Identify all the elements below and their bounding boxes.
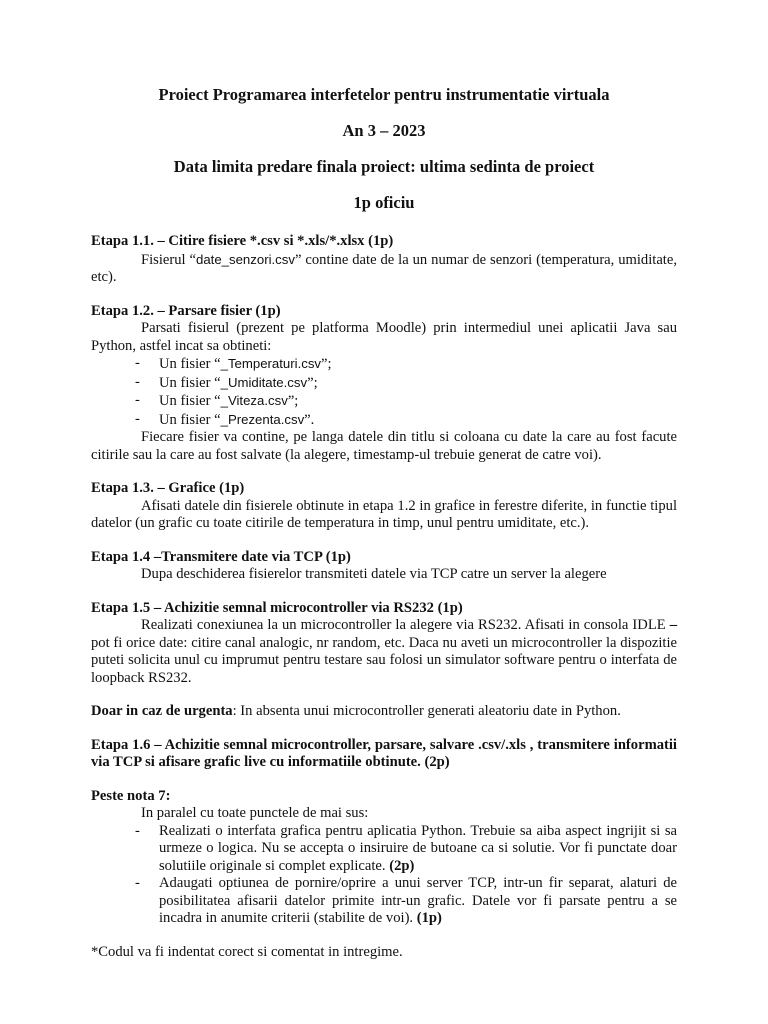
section-heading: Etapa 1.3. – Grafice (1p) xyxy=(91,480,245,496)
list-item xyxy=(91,355,677,374)
section-heading: Etapa 1.5 – Achizitie semnal microcontroller via RS232 (1p) xyxy=(91,599,463,616)
section-text xyxy=(91,617,677,687)
text-part: – xyxy=(669,617,677,633)
section-1-2 xyxy=(91,303,677,465)
section-text: Fiecare fisier va contine, pe langa datele din titlu si coloana cu date la care au fost facute citirile sau la care au fost salvate (la alegere, timestamp-ul trebuie generat de catre voi). xyxy=(91,429,677,463)
section-text xyxy=(91,251,677,287)
filename: _Temperaturi.csv xyxy=(220,356,322,371)
section-bonus xyxy=(91,788,677,928)
section-heading: Etapa 1.4 –Transmitere date via TCP (1p) xyxy=(91,548,351,565)
bonus-list xyxy=(91,823,677,928)
text-part: ”; xyxy=(287,393,299,409)
list-item xyxy=(91,374,677,393)
text-part: Realizati o interfata grafica pentru aplicatia Python. Trebuie sa aiba aspect ingrijit si sa urmeze o logica. Nu se accepta o insiruire de butoane ca si solutie. Vor fi punctate doar solutiile originale si complet explicate. xyxy=(159,822,677,874)
points-label: (2p) xyxy=(389,857,415,874)
section-1-1 xyxy=(91,233,677,287)
text-part: Un fisier “ xyxy=(159,356,221,372)
list-item xyxy=(91,823,677,876)
points-label: (1p) xyxy=(416,910,442,926)
text-part: Un fisier “ xyxy=(159,374,221,391)
text-part: Un fisier “ xyxy=(159,393,221,409)
list-item xyxy=(91,875,677,928)
doc-title: Proiect Programarea interfetelor pentru instrumentatie virtuala xyxy=(158,85,610,104)
text-part: Realizati conexiunea la un microcontroller la alegere via RS232. Afisati in consola IDLE xyxy=(141,617,670,633)
urgent-label: Doar in caz de urgenta xyxy=(91,703,233,719)
text-part: Adaugati optiunea de pornire/oprire a unui server TCP, intr-un fir separat, alaturi de posibilitatea afisarii datelor primite intr-un grafic. Datele vor fi parsate pentru a se incadra in anumite criterii (stabilite de voi). xyxy=(159,875,677,926)
section-heading: Etapa 1.1. – Citire fisiere *.csv si *.xls/*.xlsx (1p) xyxy=(91,233,394,249)
doc-bonus: 1p oficiu xyxy=(353,193,415,212)
text-part: Un fisier “ xyxy=(159,411,221,428)
file-list xyxy=(91,355,677,429)
section-text: In paralel cu toate punctele de mai sus: xyxy=(141,805,369,821)
list-item xyxy=(91,411,677,430)
text-part: ”; xyxy=(321,356,332,372)
text-part: ”; xyxy=(307,374,318,391)
text-part: ” contine date de la un numar de senzori (temperatura, umiditate, etc). xyxy=(91,251,677,285)
list-item xyxy=(91,392,677,411)
text-part: pot fi orice date: citire canal analogic, nr random, etc. Daca nu aveti un microcontroller la dispozitie puteti solicita unul cu imprumut pentru testare sau folosi un simulator software pentru o interfata de loopback RS232. xyxy=(91,634,677,686)
section-text: Dupa deschiderea fisierelor transmiteti datele via TCP catre un server la alegere xyxy=(141,566,607,582)
section-text: Parsati fisierul (prezent pe platforma Moodle) prin intermediul unei aplicatii Java sau Python, astfel incat sa obtineti: xyxy=(91,320,677,354)
footnote: *Codul va fi indentat corect si comentat in intregime. xyxy=(91,943,403,960)
section-1-3 xyxy=(91,480,677,533)
section-heading: Peste nota 7: xyxy=(91,787,171,804)
section-1-6 xyxy=(91,737,677,772)
section-1-4 xyxy=(91,549,677,584)
text-part: : In absenta unui microcontroller generati aleatoriu date in Python. xyxy=(232,703,621,719)
text-part: Fisierul “ xyxy=(141,251,196,268)
doc-deadline: Data limita predare finala proiect: ultima sedinta de proiect xyxy=(173,157,595,176)
doc-year: An 3 – 2023 xyxy=(342,121,426,140)
urgent-note xyxy=(91,703,677,721)
section-heading: Etapa 1.6 – Achizitie semnal microcontroller, parsare, salvare .csv/.xls , transmitere informatii via TCP si afisare grafic live cu informatiile obtinute. (2p) xyxy=(91,736,677,770)
section-1-5 xyxy=(91,600,677,688)
filename: _Viteza.csv xyxy=(220,393,288,408)
text-part: ”. xyxy=(304,411,315,428)
section-text: Afisati datele din fisierele obtinute in etapa 1.2 in grafice in ferestre diferite, in functie tipul datelor (un grafic cu toate citirile de temperatura in timp, unul pentru umiditate, etc.). xyxy=(91,497,677,531)
section-heading: Etapa 1.2. – Parsare fisier (1p) xyxy=(91,302,281,319)
urgent-text xyxy=(91,703,677,721)
filename: _Umiditate.csv xyxy=(220,374,308,390)
filename: date_senzori.csv xyxy=(196,251,295,267)
filename: _Prezenta.csv xyxy=(220,411,305,427)
